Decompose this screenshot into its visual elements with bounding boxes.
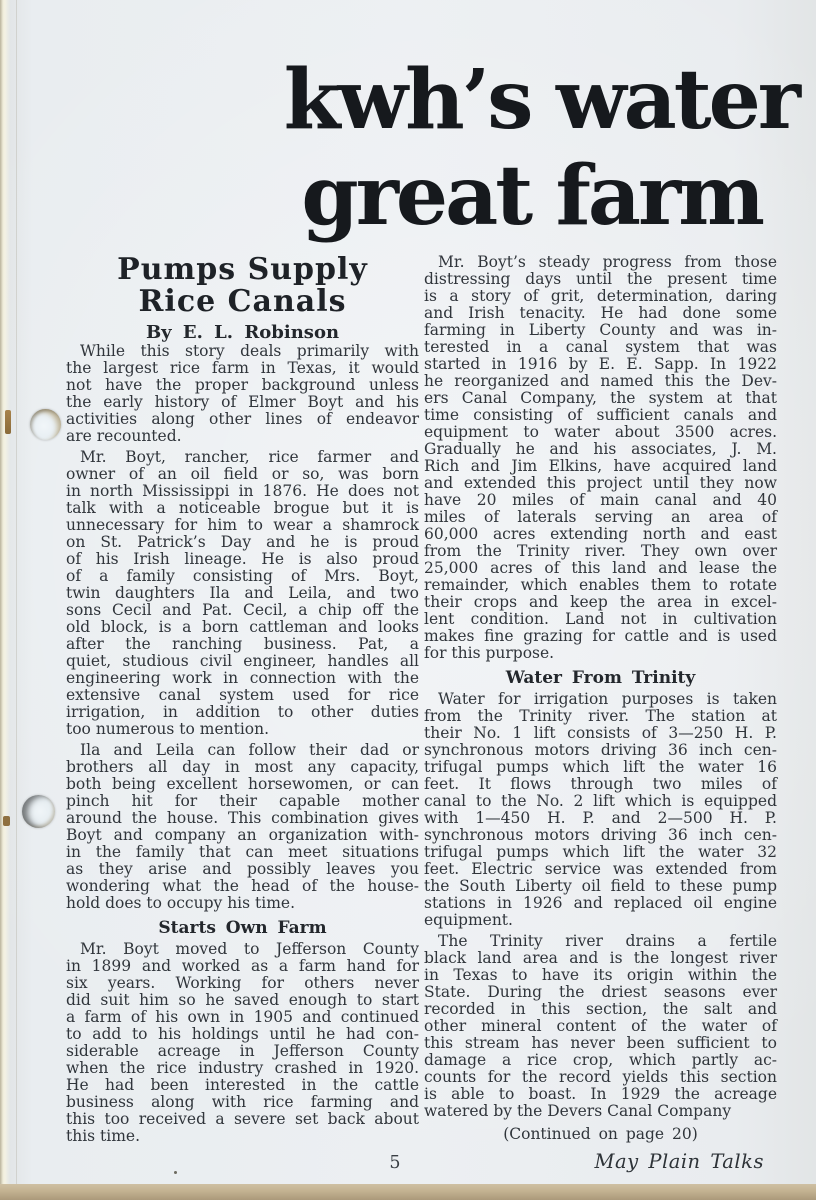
paragraph-line: lent condition. Land not in cultivation — [424, 610, 777, 628]
paragraph-line: did suit him so he saved enough to start — [66, 991, 419, 1009]
section-heading: Starts Own Farm — [158, 918, 327, 938]
paragraph — [424, 933, 777, 1120]
binding-crease — [16, 0, 17, 1200]
article-title — [66, 254, 419, 318]
paragraph-line: remainder, which enables them to rotate — [424, 576, 777, 594]
paragraph-line: are recounted. — [66, 427, 182, 445]
paragraph-line: in the family that can meet situations — [66, 843, 419, 861]
paragraph-line: their crops and keep the area in excel- — [424, 593, 777, 611]
paragraph-line: is able to boast. In 1929 the acreage — [424, 1085, 777, 1103]
paragraph-line: a farm of his own in 1905 and continued — [66, 1008, 419, 1026]
paragraph-line: Mr. Boyt’s steady progress from those — [438, 253, 777, 271]
paragraph-line: Mr. Boyt, rancher, rice farmer and — [80, 448, 419, 466]
scan-speck — [174, 1171, 177, 1174]
binding-knot-bottom — [3, 816, 10, 826]
paragraph-line: and Irish tenacity. He had done some — [424, 304, 777, 322]
paragraph-line: extensive canal system used for rice — [66, 686, 419, 704]
paragraph-line: counts for the record yields this section — [424, 1068, 777, 1086]
punch-hole-top — [30, 409, 61, 440]
paragraph-line: black land area and is the longest river — [424, 949, 777, 967]
paragraph-line: synchronous motors driving 36 inch cen- — [424, 826, 777, 844]
magazine-title: May Plain Talks — [594, 1150, 764, 1173]
paragraph-line: of his Irish lineage. He is also proud — [66, 550, 419, 568]
right-column — [424, 254, 777, 1143]
paragraph-line: Rich and Jim Elkins, have acquired land — [424, 457, 777, 475]
scan-bottom-strip — [0, 1184, 816, 1200]
paragraph-line: unnecessary for him to wear a shamrock — [66, 516, 419, 534]
paragraph-line: stations in 1926 and replaced oil engine — [424, 894, 777, 912]
paragraph-line: on St. Patrick’s Day and he is proud — [66, 533, 419, 551]
paragraph — [424, 254, 777, 662]
paragraph-line: quiet, studious civil engineer, handles all — [66, 652, 419, 670]
paragraph-line: makes fine grazing for cattle and is used — [424, 627, 777, 645]
paragraph-line: in north Mississippi in 1876. He does not — [66, 482, 419, 500]
paragraph-line: started in 1916 by E. E. Sapp. In 1922 — [424, 355, 777, 373]
paragraph-line: business along with rice farming and — [66, 1093, 419, 1111]
paragraph-line: While this story deals primarily with — [80, 342, 419, 360]
paragraph-line: hold does to occupy his time. — [66, 894, 296, 912]
paragraph-line: Ila and Leila can follow their dad or — [80, 741, 419, 759]
paragraph-line: their No. 1 lift consists of 3—250 H. P. — [424, 724, 777, 742]
paragraph-line: after the ranching business. Pat, a — [66, 635, 419, 653]
paragraph — [66, 343, 419, 445]
paragraph-line: trifugal pumps which lift the water 32 — [424, 843, 777, 861]
byline: By E. L. Robinson — [145, 322, 340, 343]
paragraph-line: activities along other lines of endeavor — [66, 410, 419, 428]
paragraph — [66, 449, 419, 738]
paragraph-line: not have the proper background unless — [66, 376, 419, 394]
paragraph-line: distressing days until the present time — [424, 270, 777, 288]
article-title-line-2: Rice Canals — [138, 284, 347, 319]
page-left-edge — [0, 0, 10, 1200]
paragraph — [424, 691, 777, 929]
paragraph-line: the South Liberty oil field to these pump — [424, 877, 777, 895]
paragraph-line: time consisting of sufficient canals and — [424, 406, 777, 424]
paragraph-line: feet. Electric service was extended from — [424, 860, 777, 878]
paragraph-line: too numerous to mention. — [66, 720, 270, 738]
paragraph-line: brothers all day in most any capacity, — [66, 758, 419, 776]
paragraph-line: feet. It flows through two miles of — [424, 775, 777, 793]
paragraph-line: Boyt and company an organization with- — [66, 826, 419, 844]
paragraph-line: have 20 miles of main canal and 40 — [424, 491, 777, 509]
paragraph-line: other mineral content of the water of — [424, 1017, 777, 1035]
paragraph-line: sons Cecil and Pat. Cecil, a chip off the — [66, 601, 419, 619]
punch-hole-bottom — [22, 795, 55, 828]
paragraph-line: wondering what the head of the house- — [66, 877, 419, 895]
right-column-body — [424, 254, 777, 1143]
paragraph-line: both being excellent horsewomen, or can — [66, 775, 419, 793]
headline-line-2: great farm — [301, 148, 762, 244]
paragraph-line: this too received a severe set back about — [66, 1110, 419, 1128]
paragraph-line: pinch hit for their capable mother — [66, 792, 419, 810]
paragraph-line: Gradually he and his associates, J. M. — [424, 440, 777, 458]
paragraph-line: State. During the driest seasons ever — [424, 983, 777, 1001]
paragraph-line: in Texas to have its origin within the — [424, 966, 777, 984]
left-column-body — [66, 343, 419, 1145]
paragraph-line: miles of laterals serving an area of — [424, 508, 777, 526]
paragraph-line: the early history of Elmer Boyt and his — [66, 393, 419, 411]
paragraph-line: from the Trinity river. They own over — [424, 542, 777, 560]
paragraph-line: for this purpose. — [424, 644, 555, 662]
paragraph-line: synchronous motors driving 36 inch cen- — [424, 741, 777, 759]
paragraph — [66, 941, 419, 1145]
paragraph-line: The Trinity river drains a fertile — [438, 932, 777, 950]
paragraph-line: he reorganized and named this the Dev- — [424, 372, 777, 390]
paragraph-line: 60,000 acres extending north and east — [424, 525, 777, 543]
paragraph-line: engineering work in connection with the — [66, 669, 419, 687]
binding-knot-top — [5, 410, 11, 434]
paragraph-line: irrigation, in addition to other duties — [66, 703, 419, 721]
paragraph-line: this stream has never been sufficient to — [424, 1034, 777, 1052]
paragraph-line: canal to the No. 2 lift which is equipped — [424, 792, 777, 810]
paragraph-line: as they arise and possibly leaves you — [66, 860, 419, 878]
page-number: 5 — [389, 1153, 401, 1173]
paragraph-line: He had been interested in the cattle — [66, 1076, 419, 1094]
section-heading: Water From Trinity — [505, 668, 696, 688]
paragraph-line: the largest rice farm in Texas, it would — [66, 359, 419, 377]
page-headline — [200, 52, 798, 244]
article-title-line-1: Pumps Supply — [117, 252, 368, 287]
continued-notice: (Continued on page 20) — [503, 1125, 698, 1143]
paragraph-line: with 1—450 H. P. and 2—500 H. P. — [424, 809, 777, 827]
paragraph-line: watered by the Devers Canal Company — [424, 1102, 732, 1120]
paragraph-line: to add to his holdings until he had con- — [66, 1025, 419, 1043]
paragraph-line: trifugal pumps which lift the water 16 — [424, 758, 777, 776]
paragraph-line: old block, is a born cattleman and looks — [66, 618, 419, 636]
paragraph-line: recorded in this section, the salt and — [424, 1000, 777, 1018]
headline-line-1: kwh’s water — [283, 52, 798, 148]
paragraph-line: six years. Working for others never — [66, 974, 419, 992]
paragraph-line: Mr. Boyt moved to Jefferson County — [80, 940, 419, 958]
paragraph-line: around the house. This combination gives — [66, 809, 419, 827]
paragraph-line: twin daughters Ila and Leila, and two — [66, 584, 419, 602]
paragraph-line: siderable acreage in Jefferson County — [66, 1042, 419, 1060]
paragraph-line: is a story of grit, determination, daring — [424, 287, 777, 305]
paragraph — [66, 742, 419, 912]
paragraph-line: terested in a canal system that was — [424, 338, 777, 356]
paragraph-line: ers Canal Company, the system at that — [424, 389, 777, 407]
paragraph-line: this time. — [66, 1127, 141, 1145]
paragraph-line: talk with a noticeable brogue but it is — [66, 499, 419, 517]
paragraph-line: Water for irrigation purposes is taken — [438, 690, 777, 708]
paragraph-line: when the rice industry crashed in 1920. — [66, 1059, 419, 1077]
left-column — [66, 254, 419, 1145]
paragraph-line: equipment. — [424, 911, 513, 929]
paragraph-line: damage a rice crop, which partly ac- — [424, 1051, 777, 1069]
paragraph-line: 25,000 acres of this land and lease the — [424, 559, 777, 577]
paragraph-line: of a family consisting of Mrs. Boyt, — [66, 567, 419, 585]
paragraph-line: from the Trinity river. The station at — [424, 707, 777, 725]
paragraph-line: and extended this project until they now — [424, 474, 777, 492]
paragraph-line: equipment to water about 3500 acres. — [424, 423, 777, 441]
paragraph-line: in 1899 and worked as a farm hand for — [66, 957, 419, 975]
paragraph-line: owner of an oil field or so, was born — [66, 465, 419, 483]
paragraph-line: farming in Liberty County and was in- — [424, 321, 777, 339]
